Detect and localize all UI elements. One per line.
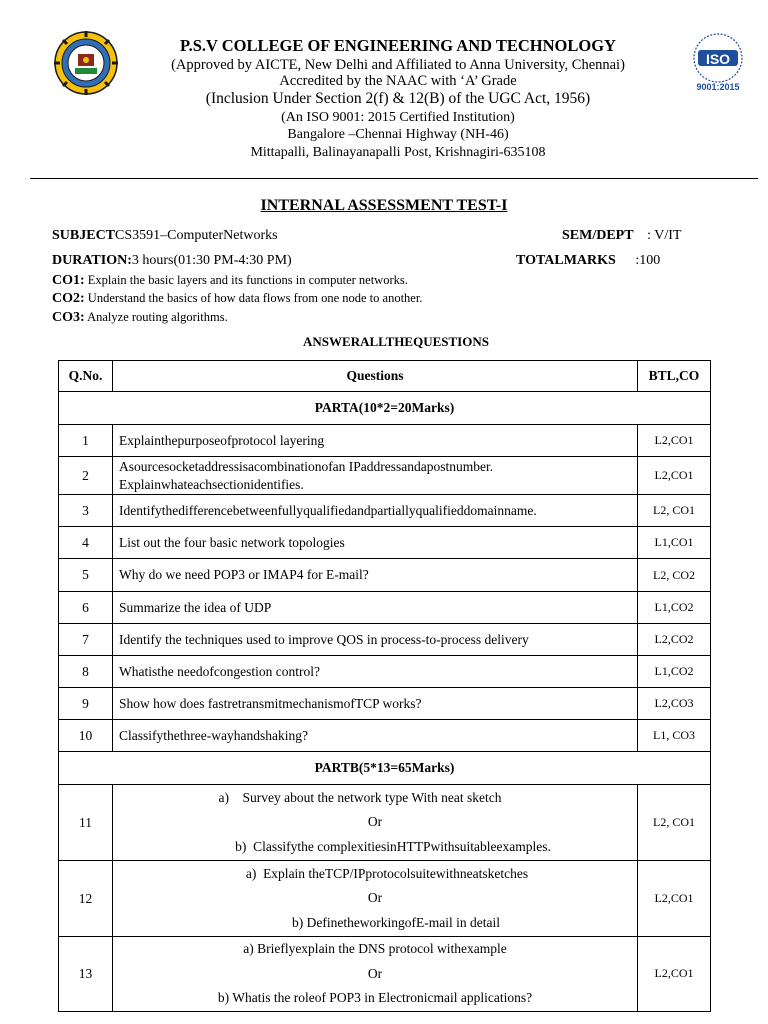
table-row: [59, 559, 711, 592]
question-text: Show how does fastretransmitmechanismofTCP works?: [113, 688, 638, 720]
marks-label: TOTALMARKS: [516, 253, 616, 268]
question-number: 6: [59, 592, 113, 624]
marks-row: [516, 253, 660, 269]
question-number: 7: [59, 624, 113, 656]
question-btl: L2, CO1: [638, 495, 711, 527]
question-line: Explainwhateachsectionidentifies.: [119, 476, 304, 492]
question-btl: L1, CO3: [638, 720, 711, 752]
course-outcome-1: [52, 273, 408, 289]
question-btl: L2, CO1: [638, 785, 711, 861]
option-or: Or: [367, 890, 383, 906]
question-text: Whatisthe needofcongestion control?: [113, 656, 638, 688]
question-number: 4: [59, 527, 113, 559]
table-row: [59, 425, 711, 457]
option-a: a) Survey about the network type With neat sketch: [218, 789, 502, 805]
option-b: b) Classifythe complexitiesinHTTPwithsuitableexamples.: [235, 838, 551, 854]
table-row: [59, 688, 711, 720]
question-btl: L2, CO2: [638, 559, 711, 592]
question-btl: L2,CO1: [638, 425, 711, 457]
course-outcome-2: [52, 291, 422, 307]
question-number: 5: [59, 559, 113, 592]
question-btl: L2,CO2: [638, 624, 711, 656]
question-number: 3: [59, 495, 113, 527]
question-number: 11: [59, 785, 113, 861]
question-text: [113, 785, 638, 861]
question-number: 2: [59, 457, 113, 495]
table-row: [59, 861, 711, 937]
table-header-row: [59, 361, 711, 392]
table-row: [59, 937, 711, 1012]
question-text: Explainthepurposeofprotocol layering: [113, 425, 638, 457]
question-btl: L2,CO1: [638, 457, 711, 495]
question-text: [113, 861, 638, 937]
subject-row: [52, 228, 278, 244]
question-number: 8: [59, 656, 113, 688]
duration-row: [52, 253, 292, 269]
option-or: Or: [367, 965, 383, 981]
table-row: [59, 527, 711, 559]
subject-value: CS3591–ComputerNetworks: [115, 228, 278, 243]
sem-value: : V/IT: [647, 228, 682, 243]
question-btl: L2,CO1: [638, 861, 711, 937]
approval-line: (Approved by AICTE, New Delhi and Affiliated to Anna University, Chennai): [171, 57, 625, 73]
option-b: b) Whatis the roleof POP3 in Electronicmail applications?: [217, 990, 533, 1005]
ugc-line: (Inclusion Under Section 2(f) & 12(B) of the UGC Act, 1956): [205, 90, 591, 107]
table-row: [59, 785, 711, 861]
highway-line: Bangalore –Chennai Highway (NH-46): [287, 127, 509, 142]
question-number: 12: [59, 861, 113, 937]
duration-value: 3 hours(01:30 PM-4:30 PM): [131, 253, 292, 268]
questions-header: Questions: [113, 361, 638, 392]
address-line: Mittapalli, Balinayanapalli Post, Krishnagiri-635108: [250, 145, 546, 160]
subject-label: SUBJECT: [52, 228, 116, 243]
course-outcome-3: [52, 310, 228, 326]
question-number: 1: [59, 425, 113, 457]
answer-all-instruction: ANSWERALLTHEQUESTIONS: [303, 334, 489, 349]
option-a: a) Explain theTCP/IPprotocolsuitewithneatsketches: [245, 865, 529, 881]
question-btl: L2,CO1: [638, 937, 711, 1012]
table-row: [59, 720, 711, 752]
sem-row: [562, 228, 681, 244]
table-row: [59, 624, 711, 656]
table-row: [59, 592, 711, 624]
question-text: Summarize the idea of UDP: [113, 592, 638, 624]
question-text: Identify the techniques used to improve QOS in process-to-process delivery: [113, 624, 638, 656]
iso-logo: [682, 30, 754, 94]
table-row: [59, 495, 711, 527]
college-name: P.S.V COLLEGE OF ENGINEERING AND TECHNOLOGY: [180, 36, 616, 55]
option-b: b) DefinetheworkingofE-mail in detail: [291, 914, 501, 930]
question-text: Why do we need POP3 or IMAP4 for E-mail?: [113, 559, 638, 592]
question-number: 13: [59, 937, 113, 1012]
co-label: CO3:: [52, 310, 85, 325]
question-text: [113, 457, 638, 495]
question-btl: L1,CO2: [638, 656, 711, 688]
option-or: Or: [367, 814, 383, 830]
question-btl: L1,CO1: [638, 527, 711, 559]
iso-logo-text: ISO: [705, 51, 731, 67]
question-text: List out the four basic network topologies: [113, 527, 638, 559]
table-row: [59, 457, 711, 495]
iso-line: (An ISO 9001: 2015 Certified Institution): [281, 110, 515, 125]
question-btl: L2,CO3: [638, 688, 711, 720]
co-label: CO1:: [52, 273, 85, 288]
option-a: a) Brieflyexplain the DNS protocol withexample: [243, 941, 507, 956]
table-row: [59, 656, 711, 688]
co-text: Understand the basics of how data flows from one node to another.: [87, 291, 423, 305]
iso-logo-sub: 9001:2015: [696, 82, 740, 92]
question-number: 9: [59, 688, 113, 720]
co-label: CO2:: [52, 291, 85, 306]
co-text: Explain the basic layers and its functions in computer networks.: [87, 273, 408, 287]
btl-header: BTL,CO: [638, 361, 711, 392]
test-title: INTERNAL ASSESSMENT TEST-I: [260, 197, 508, 214]
question-btl: L1,CO2: [638, 592, 711, 624]
question-line: Asourcesocketaddressisacombinationofan IPaddressandapostnumber.: [119, 458, 494, 474]
header-divider: [30, 178, 758, 179]
question-text: Classifythethree-wayhandshaking?: [113, 720, 638, 752]
part-b-title: PARTB(5*13=65Marks): [59, 752, 711, 785]
question-text: [113, 937, 638, 1012]
accreditation-line: Accredited by the NAAC with ‘A’ Grade: [279, 73, 517, 89]
question-table: [58, 360, 711, 1012]
qno-header: Q.No.: [59, 361, 113, 392]
question-number: 10: [59, 720, 113, 752]
co-text: Analyze routing algorithms.: [87, 310, 228, 324]
duration-label: DURATION:: [52, 253, 132, 268]
marks-value: :100: [635, 253, 661, 268]
question-text: Identifythedifferencebetweenfullyqualifiedandpartiallyqualifieddomainname.: [113, 495, 638, 527]
sem-label: SEM/DEPT: [562, 228, 634, 243]
college-logo: [53, 30, 119, 96]
part-a-title: PARTA(10*2=20Marks): [59, 392, 711, 425]
